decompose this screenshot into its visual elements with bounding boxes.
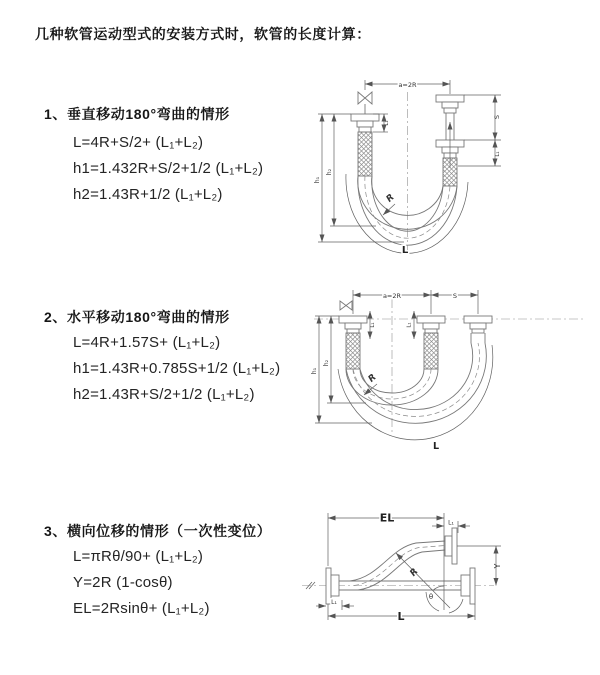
d2-dim-length <box>338 345 493 452</box>
d3-right-lower-flange <box>461 568 475 604</box>
d3-dim-length <box>328 604 475 623</box>
braided-hose-section <box>358 132 372 176</box>
diagram-horizontal-180-bend <box>310 283 590 458</box>
d1-radius-label <box>383 192 397 215</box>
valve-icon <box>358 92 372 114</box>
dim-label-h2: h₂ <box>326 168 333 176</box>
dim-label-el: EL <box>379 511 395 525</box>
d2-dim-top <box>353 290 478 314</box>
d3-dim-l1-top <box>432 520 470 534</box>
d2-middle-pipe <box>417 316 445 369</box>
d3-displaced-hose <box>350 541 445 590</box>
d3-upper-flange <box>445 528 457 564</box>
d1-dim-right <box>458 95 501 166</box>
formula-3-el: EL=2Rsinθ+ (L₁+L₂) <box>73 600 210 617</box>
formula-1-l: L=4R+S/2+ (L₁+L₂) <box>73 134 204 151</box>
formula-1-h1: h1=1.432R+S/2+1/2 (L₁+L₂) <box>73 160 264 177</box>
formula-2-h1: h1=1.43R+0.785S+1/2 (L₁+L₂) <box>73 360 281 377</box>
section-3-heading: 3、横向位移的情形（一次性变位） <box>44 523 272 539</box>
section-2-heading: 2、水平移动180°弯曲的情形 <box>44 309 230 325</box>
dim-label-h1: h₁ <box>314 176 321 184</box>
radius-label: R <box>384 192 397 205</box>
braided-hose-section <box>424 333 438 369</box>
diagram-vertical-180-bend <box>312 70 582 260</box>
d2-right-pipe <box>464 316 492 343</box>
formula-3-l: L=πRθ/90+ (L₁+L₂) <box>73 548 204 565</box>
formula-2-h2: h2=1.43R+S/2+1/2 (L₁+L₂) <box>73 386 255 403</box>
dim-label-l1: L₁ <box>331 599 337 606</box>
d1-dim-top <box>365 80 450 94</box>
dim-label-h2: h₂ <box>323 359 330 367</box>
angle-label-theta: θ <box>428 593 434 601</box>
dim-label-s: S <box>452 291 458 300</box>
formula-2-l: L=4R+1.57S+ (L₁+L₂) <box>73 334 221 351</box>
dim-label-l1: L₁ <box>448 519 454 527</box>
dim-label-s: S <box>493 114 501 120</box>
dim-label-l: L <box>401 245 409 256</box>
d1-right-pipe <box>436 95 464 186</box>
radius-label: R <box>366 372 379 385</box>
dim-label-l1: L₁ <box>495 151 501 157</box>
dim-label-l1: L₁ <box>406 322 413 328</box>
d2-dim-heights <box>311 316 372 423</box>
dim-label-l: L <box>397 610 405 623</box>
dim-label-a2r: a=2R <box>398 80 417 89</box>
dim-label-h1: h₁ <box>311 367 318 375</box>
dim-label-l: L <box>432 441 440 452</box>
d1-left-pipe <box>351 92 379 176</box>
diagram-lateral-displacement <box>298 500 598 630</box>
d2-hose-loops <box>346 343 486 423</box>
section-1-heading: 1、垂直移动180°弯曲的情形 <box>44 106 230 122</box>
dim-label-l1: L₁ <box>370 322 376 328</box>
dim-label-l1: L₁ <box>384 120 390 126</box>
formula-1-h2: h2=1.43R+1/2 (L₁+L₂) <box>73 186 223 203</box>
dim-label-y: Y <box>493 563 502 569</box>
braided-hose-section <box>346 333 360 369</box>
formula-3-y: Y=2R (1-cosθ) <box>73 574 173 591</box>
valve-icon <box>340 301 352 310</box>
dim-label-a2r: a=2R <box>382 291 402 300</box>
page-title: 几种软管运动型式的安装方式时，软管的长度计算： <box>35 26 371 42</box>
radius-label: R <box>408 566 421 579</box>
d3-dim-l1-bottom <box>316 599 354 610</box>
